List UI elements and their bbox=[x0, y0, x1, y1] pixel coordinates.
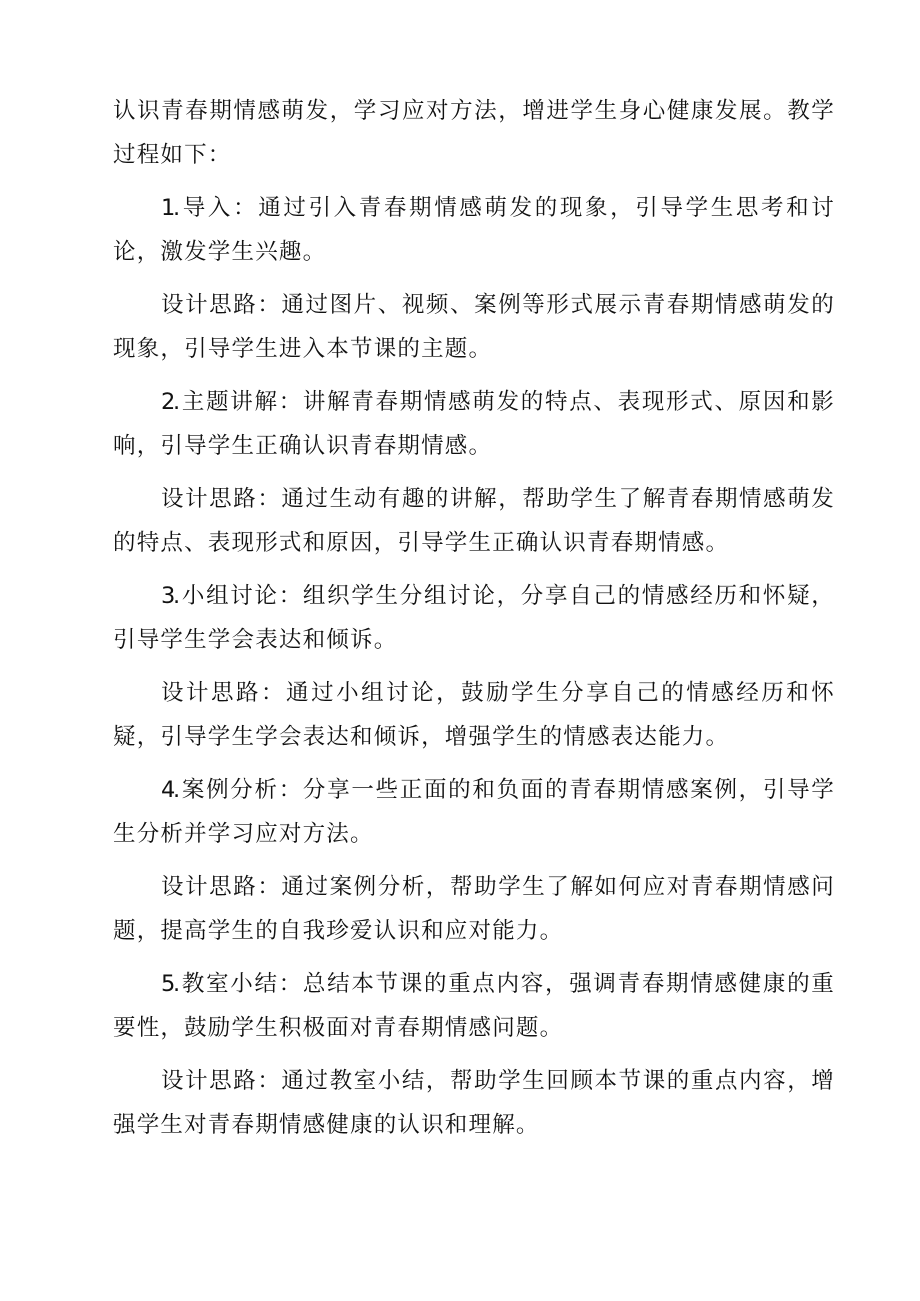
design-idea-3-paragraph bbox=[113, 671, 835, 759]
design-idea-2-paragraph bbox=[113, 477, 835, 565]
intro-paragraph bbox=[113, 89, 835, 177]
step-5-paragraph bbox=[113, 962, 835, 1050]
paragraph-text: .小组讨论：组织学生分组讨论，分享自己的情感经历和怀疑，引导学生学会表达和倾诉。 bbox=[113, 583, 835, 653]
step-number: 1 bbox=[161, 195, 177, 221]
step-1-paragraph bbox=[113, 186, 835, 274]
step-number: 4 bbox=[161, 777, 177, 803]
paragraph-text: 设计思路：通过案例分析，帮助学生了解如何应对青春期情感问题，提高学生的自我珍爱认识和应对能力。 bbox=[113, 874, 835, 944]
step-4-paragraph bbox=[113, 768, 835, 856]
paragraph-text: 设计思路：通过小组讨论，鼓励学生分享自己的情感经历和怀疑，引导学生学会表达和倾诉，增强学生的情感表达能力。 bbox=[113, 680, 835, 750]
step-number: 3 bbox=[161, 583, 177, 609]
design-idea-4-paragraph bbox=[113, 865, 835, 953]
document-body bbox=[113, 89, 835, 1156]
step-number: 5 bbox=[161, 971, 177, 997]
paragraph-text: 设计思路：通过图片、视频、案例等形式展示青春期情感萌发的现象，引导学生进入本节课的主题。 bbox=[113, 292, 835, 362]
step-number: 2 bbox=[161, 389, 177, 415]
paragraph-text: 设计思路：通过教室小结，帮助学生回顾本节课的重点内容，增强学生对青春期情感健康的认识和理解。 bbox=[113, 1068, 835, 1138]
paragraph-text: .导入：通过引入青春期情感萌发的现象，引导学生思考和讨论，激发学生兴趣。 bbox=[113, 195, 835, 265]
paragraph-text: .教室小结：总结本节课的重点内容，强调青春期情感健康的重要性，鼓励学生积极面对青春期情感问题。 bbox=[113, 971, 835, 1041]
step-2-paragraph bbox=[113, 380, 835, 468]
step-3-paragraph bbox=[113, 574, 835, 662]
design-idea-1-paragraph bbox=[113, 283, 835, 371]
paragraph-text: .主题讲解：讲解青春期情感萌发的特点、表现形式、原因和影响，引导学生正确认识青春期情感。 bbox=[113, 389, 835, 459]
paragraph-text: 设计思路：通过生动有趣的讲解，帮助学生了解青春期情感萌发的特点、表现形式和原因，引导学生正确认识青春期情感。 bbox=[113, 486, 835, 556]
design-idea-5-paragraph bbox=[113, 1059, 835, 1147]
paragraph-text: .案例分析：分享一些正面的和负面的青春期情感案例，引导学生分析并学习应对方法。 bbox=[113, 777, 835, 847]
paragraph-text: 认识青春期情感萌发，学习应对方法，增进学生身心健康发展。教学过程如下： bbox=[113, 98, 835, 168]
